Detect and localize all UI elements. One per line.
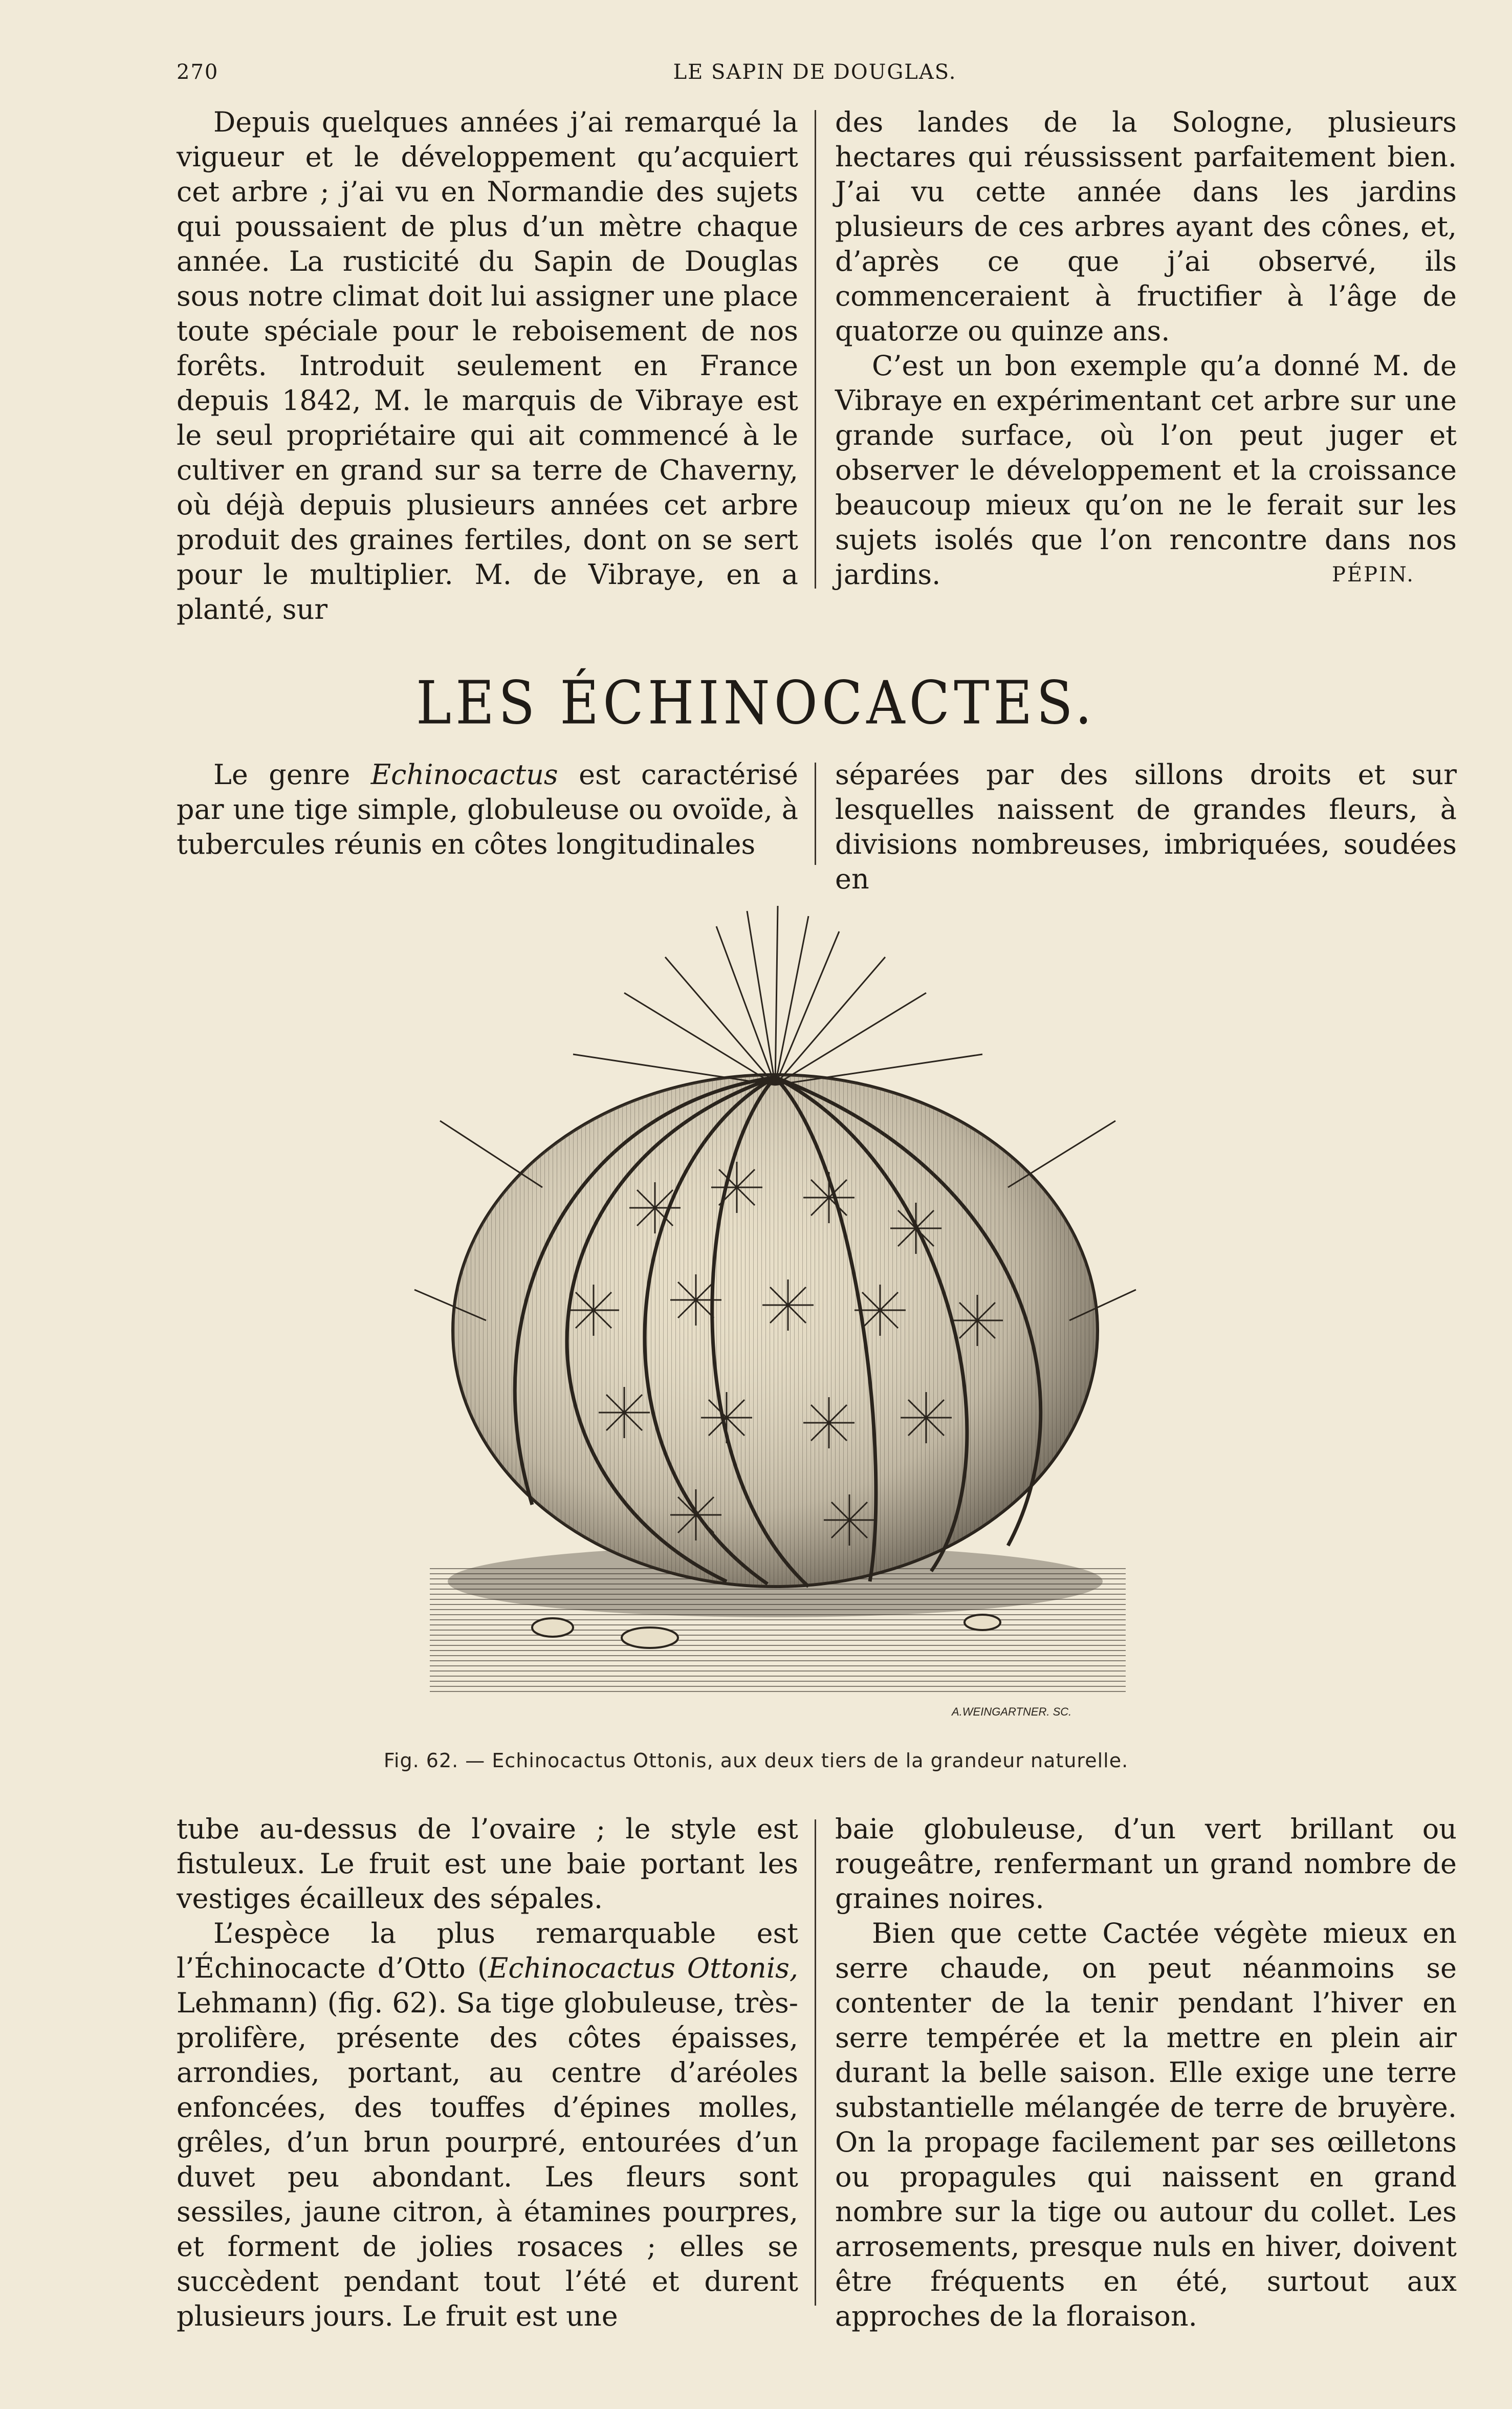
column-rule — [815, 763, 816, 865]
bottom-left-column — [177, 1812, 798, 2334]
paragraph: tube au-dessus de l’ovaire ; le style est fistuleux. Le fruit est une baie portant les vestiges écailleux des sépales. — [177, 1813, 798, 1915]
paragraph: L’espèce la plus remarquable est l’Échinocacte d’Otto (Echinocactus Ottonis, Lehmann) (fig. 62). Sa tige globuleuse, très-prolifère, présente des côtes épaisses, arrondies, portant, au centre d’aréoles enfoncées, des touffes d’épines molles, grêles, d’un brun pourpré, entourées d’un duvet peu abondant. Les fleurs sont sessiles, jaune citron, à étamines pourpres, et forment de jolies rosaces ; elles se succèdent pendant tout l’été et durent plusieurs jours. Le fruit est une — [177, 1917, 798, 2332]
paragraph: baie globuleuse, d’un vert brillant ou rougeâtre, renfermant un grand nombre de graines noires. — [835, 1813, 1457, 1915]
paragraph: des landes de la Sologne, plusieurs hectares qui réussissent parfaitement bien. J’ai vu cette année dans les jardins plusieurs de ces arbres ayant des cônes, et, d’après ce que j’ai observé, ils commenceraient à fructifier à l’âge de quatorze ou quinze ans. — [835, 106, 1457, 347]
column-rule — [815, 1819, 816, 2306]
author-signature: PÉPIN. — [1332, 563, 1415, 587]
echinocactus-illustration — [409, 901, 1141, 1730]
column-rule — [815, 110, 816, 589]
bottom-right-column — [835, 1812, 1457, 2334]
paragraph: Depuis quelques années j’ai remarqué la vigueur et le développement qu’acquiert cet arbre ; j’ai vu en Normandie des sujets qui poussaient de plus d’un mètre chaque année. La rusticité du Sapin de Douglas sous notre climat doit lui assigner une place toute spéciale pour le reboisement de nos forêts. Introduit seulement en France depuis 1842, M. le marquis de Vibraye est le seul propriétaire qui ait commencé à le cultiver en grand sur sa terre de Chaverny, où déjà depuis plusieurs années cet arbre produit des graines fertiles, dont on se sert pour le multiplier. M. de Vibraye, en a planté, sur — [177, 106, 798, 625]
cactus-engraving — [409, 901, 1141, 1730]
paragraph: Le genre Echinocactus est caractérisé par une tige simple, globuleuse ou ovoïde, à tubercules réunis en côtes longitudinales — [177, 758, 798, 860]
top-right-column — [835, 105, 1457, 592]
intro-left-column — [177, 757, 798, 862]
paragraph: Bien que cette Cactée végète mieux en serre chaude, on peut néanmoins se contenter de la tenir pendant l’hiver en serre tempérée et la mettre en plein air durant la belle saison. Elle exige une terre substantielle mélangée de terre de bruyère. On la propage facilement par ses œilletons ou propagules qui naissent en grand nombre sur la tige ou autour du collet. Les arrosements, presque nuls en hiver, doivent être fréquents en été, surtout aux approches de la floraison. — [835, 1917, 1457, 2332]
article-title: LES ÉCHINOCACTES. — [416, 667, 1096, 738]
intro-right-column — [835, 757, 1457, 897]
running-header — [177, 60, 1453, 91]
paragraph: C’est un bon exemple qu’a donné M. de Vibraye en expérimentant cet arbre sur une grande surface, où l’on peut juger et observer le développement et la croissance beaucoup mieux qu’on ne le ferait sur les sujets isolés que l’on rencontre dans nos jardins. — [835, 350, 1457, 591]
paragraph: séparées par des sillons droits et sur lesquelles naissent de grandes fleurs, à divisions nombreuses, imbriquées, soudées en — [835, 758, 1457, 895]
engraver-signature: A.WEINGARTNER. SC. — [952, 1705, 1072, 1718]
page-number: 270 — [177, 60, 219, 84]
figure-caption: Fig. 62. — Echinocactus Ottonis, aux deux tiers de la grandeur naturelle. — [383, 1749, 1129, 1772]
top-left-column — [177, 105, 798, 627]
genus-name: Echinocactus — [370, 758, 558, 791]
species-name: Echinocactus Ottonis, — [488, 1952, 798, 1984]
running-title: LE SAPIN DE DOUGLAS. — [673, 60, 957, 84]
